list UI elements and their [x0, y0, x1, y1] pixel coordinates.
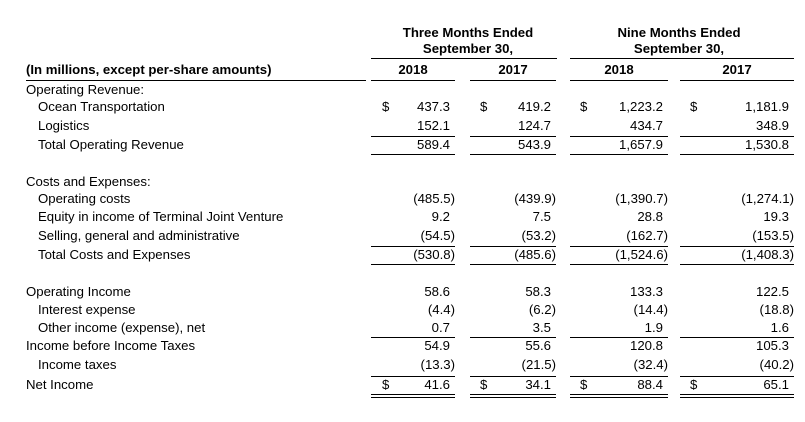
row-label: Operating costs	[38, 191, 131, 206]
row-value: (485.5)	[413, 191, 455, 206]
row-value: 54.9	[424, 338, 450, 353]
row-value: (21.5)	[521, 357, 556, 372]
row-value: 124.7	[517, 118, 551, 133]
row-value: 34.1	[525, 377, 551, 392]
three-months-header-rule	[371, 58, 557, 59]
subtotal-rule	[371, 337, 455, 338]
header-rule-col2	[470, 80, 556, 81]
row-value: 1,181.9	[745, 99, 789, 114]
nine-months-header-line2: September 30,	[633, 41, 725, 56]
header-rule-col4	[680, 80, 794, 81]
row-value: 65.1	[763, 377, 789, 392]
subtotal-rule	[371, 376, 455, 377]
subtotal-rule	[680, 136, 794, 137]
row-value: 1,223.2	[619, 99, 663, 114]
row-value: 122.5	[755, 284, 789, 299]
nine-months-header	[566, 25, 792, 57]
subtotal-rule	[680, 337, 794, 338]
subtotal-rule	[470, 337, 556, 338]
subtotal-rule	[570, 246, 668, 247]
subtotal-rule	[470, 376, 556, 377]
units-label: (In millions, except per-share amounts)	[26, 62, 272, 77]
subtotal-rule	[371, 136, 455, 137]
year-col-4: 2017	[722, 62, 752, 77]
three-months-header-line2: September 30,	[422, 41, 514, 56]
total-rule	[371, 264, 455, 265]
row-label: Income before Income Taxes	[26, 338, 196, 353]
row-value: 3.5	[532, 320, 551, 335]
dollar-sign: $	[690, 99, 698, 114]
subtotal-rule	[680, 246, 794, 247]
row-label: Income taxes	[38, 357, 117, 372]
row-value: 1,530.8	[745, 137, 789, 152]
row-value: (1,524.6)	[615, 247, 668, 262]
total-rule	[570, 154, 668, 155]
row-value: (13.3)	[420, 357, 455, 372]
row-value: 133.3	[629, 284, 663, 299]
row-label: Total Operating Revenue	[38, 137, 184, 152]
row-value: 58.3	[525, 284, 551, 299]
net-income-double-rule	[371, 394, 455, 398]
row-value: 419.2	[517, 99, 551, 114]
row-value: (153.5)	[752, 228, 794, 243]
nine-months-header-rule	[570, 58, 794, 59]
row-label: Operating Income	[26, 284, 131, 299]
row-value: (530.8)	[413, 247, 455, 262]
row-value: 434.7	[629, 118, 663, 133]
subtotal-rule	[680, 376, 794, 377]
row-value: 120.8	[629, 338, 663, 353]
row-value: 589.4	[416, 137, 450, 152]
row-value: 1.6	[770, 320, 789, 335]
year-col-1: 2018	[398, 62, 428, 77]
row-value: 28.8	[637, 209, 663, 224]
row-label: Net Income	[26, 377, 94, 392]
row-value: 348.9	[755, 118, 789, 133]
row-value: 105.3	[755, 338, 789, 353]
row-label: Operating Revenue:	[26, 82, 145, 97]
row-value: (53.2)	[521, 228, 556, 243]
year-col-2: 2017	[498, 62, 528, 77]
total-rule	[371, 154, 455, 155]
row-label: Other income (expense), net	[38, 320, 206, 335]
row-value: (485.6)	[514, 247, 556, 262]
row-value: (1,390.7)	[615, 191, 668, 206]
row-value: 1,657.9	[619, 137, 663, 152]
header-rule-label	[26, 80, 366, 81]
row-label: Total Costs and Expenses	[38, 247, 191, 262]
row-label: Logistics	[38, 118, 90, 133]
dollar-sign: $	[580, 377, 588, 392]
subtotal-rule	[570, 337, 668, 338]
row-label: Selling, general and administrative	[38, 228, 240, 243]
row-value: 7.5	[532, 209, 551, 224]
three-months-header	[368, 25, 568, 57]
row-value: (4.4)	[427, 302, 455, 317]
row-value: 19.3	[763, 209, 789, 224]
dollar-sign: $	[480, 377, 488, 392]
year-col-3: 2018	[604, 62, 634, 77]
dollar-sign: $	[480, 99, 488, 114]
dollar-sign: $	[580, 99, 588, 114]
subtotal-rule	[470, 246, 556, 247]
dollar-sign: $	[382, 377, 390, 392]
total-rule	[680, 264, 794, 265]
subtotal-rule	[570, 136, 668, 137]
row-label: Equity in income of Terminal Joint Venture	[38, 209, 284, 224]
row-value: 1.9	[644, 320, 663, 335]
row-value: 0.7	[431, 320, 450, 335]
row-value: 88.4	[637, 377, 663, 392]
row-value: (162.7)	[626, 228, 668, 243]
row-value: 55.6	[525, 338, 551, 353]
dollar-sign: $	[382, 99, 390, 114]
row-value: 9.2	[431, 209, 450, 224]
total-rule	[570, 264, 668, 265]
dollar-sign: $	[690, 377, 698, 392]
row-value: 58.6	[424, 284, 450, 299]
row-value: 543.9	[517, 137, 551, 152]
header-rule-col3	[570, 80, 668, 81]
total-rule	[680, 154, 794, 155]
total-rule	[470, 264, 556, 265]
row-label: Ocean Transportation	[38, 99, 165, 114]
subtotal-rule	[470, 136, 556, 137]
row-value: 437.3	[416, 99, 450, 114]
three-months-header-line1: Three Months Ended	[402, 25, 534, 40]
row-label: Costs and Expenses:	[26, 174, 151, 189]
row-value: 152.1	[416, 118, 450, 133]
net-income-double-rule	[470, 394, 556, 398]
row-value: (54.5)	[420, 228, 455, 243]
row-value: (32.4)	[633, 357, 668, 372]
subtotal-rule	[570, 376, 668, 377]
net-income-double-rule	[570, 394, 668, 398]
row-value: (14.4)	[633, 302, 668, 317]
row-value: (18.8)	[759, 302, 794, 317]
total-rule	[470, 154, 556, 155]
header-rule-col1	[371, 80, 455, 81]
subtotal-rule	[371, 246, 455, 247]
row-value: (6.2)	[528, 302, 556, 317]
row-value: (1,274.1)	[741, 191, 794, 206]
row-value: (439.9)	[514, 191, 556, 206]
nine-months-header-line1: Nine Months Ended	[617, 25, 741, 40]
row-value: (1,408.3)	[741, 247, 794, 262]
row-value: (40.2)	[759, 357, 794, 372]
row-label: Interest expense	[38, 302, 136, 317]
net-income-double-rule	[680, 394, 794, 398]
row-value: 41.6	[424, 377, 450, 392]
